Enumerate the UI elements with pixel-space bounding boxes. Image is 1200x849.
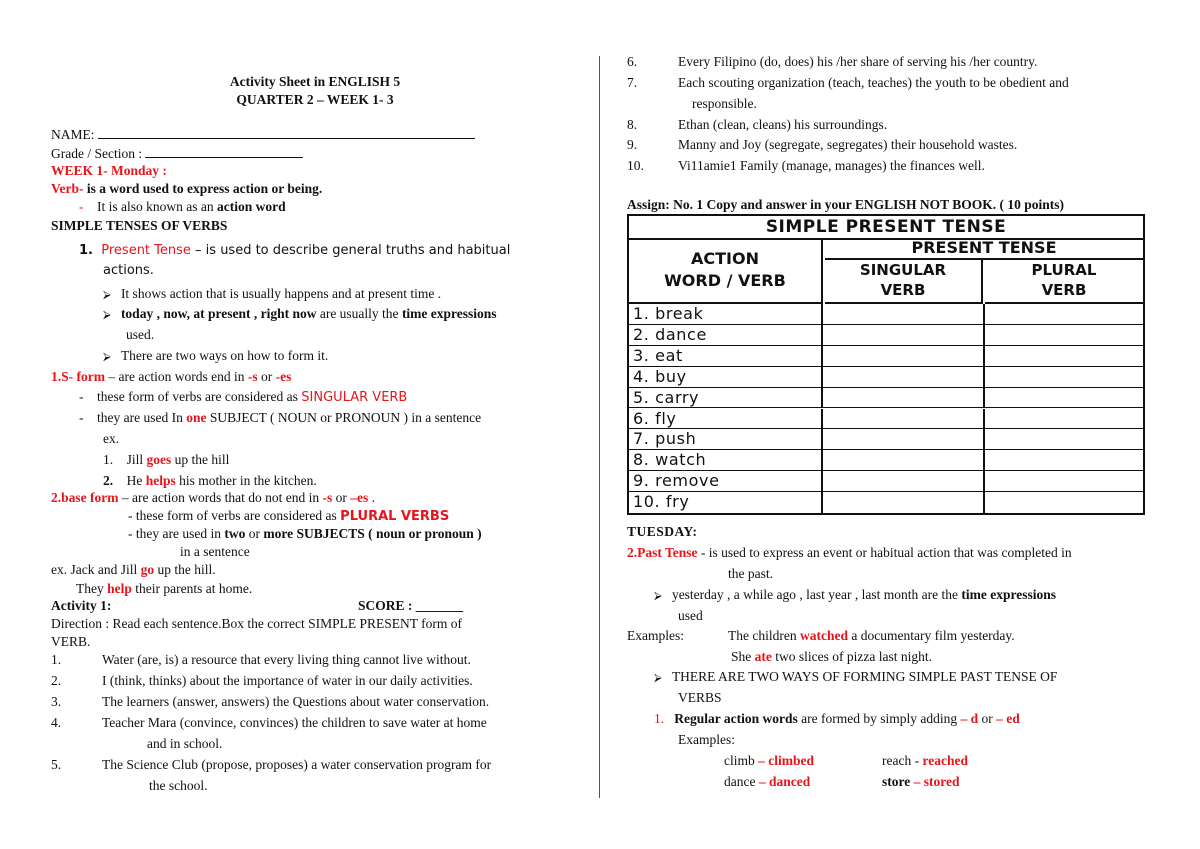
table-row (629, 304, 1143, 325)
verb-cell: 2. dance (629, 325, 823, 345)
week1-heading: WEEK 1- Monday : (51, 163, 167, 178)
singular-answer-cell[interactable] (825, 367, 985, 387)
present-bullet-2-end: used. (126, 327, 155, 342)
activity-item-5-cont: the school. (149, 778, 208, 793)
column-divider (599, 56, 600, 798)
score-label[interactable]: SCORE : _______ (358, 598, 464, 613)
sheet-title: Activity Sheet in ENGLISH 5 (229, 74, 401, 89)
base-form-example-1: ex. Jack and Jill go up the hill. (51, 562, 216, 577)
table-row (629, 325, 1143, 346)
present-bullet-2: ⮚ today , now, at present , right now are usually the time expressions (103, 306, 497, 321)
verb-cell: 7. push (629, 429, 823, 449)
plural-answer-cell[interactable] (987, 388, 1143, 408)
regular-example-dance: dance – danced (724, 774, 811, 789)
simple-present-table (627, 214, 1145, 515)
s-form-example-1: 1. Jill goes up the hill (103, 452, 230, 467)
arrow-bullet-icon: ⮚ (654, 590, 662, 602)
present-num: 1. (79, 243, 93, 258)
s-form-ex: ex. (103, 431, 120, 446)
verb-cell: 6. fly (629, 409, 823, 429)
plural-answer-cell[interactable] (987, 450, 1143, 470)
verb-cell: 3. eat (629, 346, 823, 366)
verb-cell: 10. fry (629, 492, 823, 513)
verb-cell: 9. remove (629, 471, 823, 491)
activity-item-7-cont: responsible. (692, 96, 757, 111)
base-form-def: 2.base form – are action words that do not end in -s or –es . (51, 490, 375, 505)
activity-item-8[interactable]: 8. Ethan (clean, cleans) his surroundings. (627, 117, 888, 132)
tuesday-heading: TUESDAY: (627, 524, 698, 539)
regular-examples-label: Examples: (678, 732, 735, 747)
verb-cell: 4. buy (629, 367, 823, 387)
dash: - (79, 199, 84, 214)
singular-answer-cell[interactable] (825, 409, 985, 429)
activity-item-7[interactable]: 7. Each scouting organization (teach, teaches) the youth to be obedient and (627, 75, 1069, 90)
past-example-1: The children watched a documentary film yesterday. (728, 628, 1015, 643)
grade-field[interactable] (51, 145, 303, 162)
plural-answer-cell[interactable] (987, 492, 1143, 513)
plural-answer-cell[interactable] (987, 304, 1143, 324)
past-bullet-1: ⮚ yesterday , a while ago , last year , last month are the time expressions (654, 587, 1056, 602)
past-tense-def: 2.Past Tense - is used to express an event or habitual action that was completed in (627, 545, 1072, 560)
s-form-def: 1.S- form – are action words end in -s or -es (51, 369, 292, 384)
verb-cell: 1. break (629, 304, 823, 324)
assignment-note: Assign: No. 1 Copy and answer in your ENGLISH NOT BOOK. ( 10 points) (627, 197, 1064, 212)
singular-answer-cell[interactable] (825, 346, 985, 366)
arrow-bullet-icon: ⮚ (103, 351, 111, 363)
activity-item-2[interactable]: 2. I (think, thinks) about the importance of water in our daily activities. (51, 673, 473, 688)
base-form-line2: - they are used in two or more SUBJECTS ( noun or pronoun ) (128, 526, 482, 541)
table-header-action-word: ACTION WORD / VERB (629, 238, 823, 304)
table-row (629, 367, 1143, 388)
activity-item-6[interactable]: 6. Every Filipino (do, does) his /her share of serving his /her country. (627, 54, 1038, 69)
past-bullet-2: ⮚ THERE ARE TWO WAYS OF FORMING SIMPLE PAST TENSE OF (654, 669, 1058, 684)
name-field[interactable] (51, 126, 475, 143)
verb-def: is a word used to express action or being. (83, 181, 323, 196)
past-def2: the past. (728, 566, 773, 581)
singular-answer-cell[interactable] (825, 388, 985, 408)
activity-item-9[interactable]: 9. Manny and Joy (segregate, segregates) their household wastes. (627, 137, 1018, 152)
regular-example-climb: climb – climbed (724, 753, 814, 768)
arrow-bullet-icon: ⮚ (654, 672, 662, 684)
present-bullet-3: ⮚ There are two ways on how to form it. (103, 348, 329, 363)
s-form-line2: - they are used In one SUBJECT ( NOUN or PRONOUN ) in a sentence (79, 410, 482, 425)
past-bullet-2-end: VERBS (678, 690, 722, 705)
plural-answer-cell[interactable] (987, 409, 1143, 429)
activity1-direction-1: Direction : Read each sentence.Box the correct SIMPLE PRESENT form of (51, 616, 463, 631)
table-body (629, 304, 1143, 513)
singular-answer-cell[interactable] (825, 429, 985, 449)
verb-cell: 5. carry (629, 388, 823, 408)
grade-blank[interactable] (145, 145, 303, 158)
present-term: Present Tense (101, 243, 191, 258)
activity1-label: Activity 1: (51, 598, 112, 613)
plural-answer-cell[interactable] (987, 325, 1143, 345)
table-row (629, 492, 1143, 513)
activity-item-10[interactable]: 10. Vi11amie1 Family (manage, manages) the finances well. (627, 158, 985, 173)
s-form-line1: - these form of verbs are considered as SINGULAR VERB (79, 389, 408, 405)
plural-answer-cell[interactable] (987, 367, 1143, 387)
table-header-present-tense: PRESENT TENSE (825, 238, 1143, 260)
table-row (629, 388, 1143, 409)
plural-answer-cell[interactable] (987, 346, 1143, 366)
name-blank[interactable] (98, 126, 475, 139)
past-bullet-1-end: used (678, 608, 703, 623)
table-header-singular: SINGULAR VERB (825, 260, 983, 304)
table-header-plural: PLURAL VERB (985, 260, 1143, 304)
action-word: action word (216, 199, 286, 214)
grade-label: Grade / Section : (51, 146, 143, 161)
action-word-note (79, 199, 286, 215)
also-known: It is also known as an (97, 199, 217, 214)
present-def2: actions. (103, 263, 154, 278)
plural-answer-cell[interactable] (987, 471, 1143, 491)
activity-item-3[interactable]: 3. The learners (answer, answers) the Questions about water conservation. (51, 694, 490, 709)
past-examples-label: Examples: (627, 628, 684, 643)
table-row (629, 409, 1143, 430)
s-form-example-2: 2. He helps his mother in the kitchen. (103, 473, 317, 488)
simple-tenses-heading: SIMPLE TENSES OF VERBS (51, 218, 228, 233)
activity1-direction-2: VERB. (51, 634, 91, 649)
activity-item-4-cont: and in school. (147, 736, 223, 751)
table-row (629, 471, 1143, 492)
plural-answer-cell[interactable] (987, 429, 1143, 449)
base-form-example-2: They help their parents at home. (76, 581, 253, 596)
table-row (629, 429, 1143, 450)
regular-example-store: store – stored (882, 774, 960, 789)
verb-cell: 8. watch (629, 450, 823, 470)
verb-term: Verb- (51, 181, 84, 196)
singular-answer-cell[interactable] (825, 304, 985, 324)
sheet-subtitle: QUARTER 2 – WEEK 1- 3 (236, 92, 394, 107)
activity-item-1[interactable]: 1. Water (are, is) a resource that every living thing cannot live without. (51, 652, 471, 667)
present-bullet-1: ⮚ It shows action that is usually happens and at present time . (103, 286, 442, 301)
table-row (629, 450, 1143, 471)
singular-answer-cell[interactable] (825, 492, 985, 513)
table-title: SIMPLE PRESENT TENSE (629, 216, 1143, 240)
past-example-2: She ate two slices of pizza last night. (731, 649, 932, 664)
arrow-bullet-icon: ⮚ (103, 289, 111, 301)
arrow-bullet-icon: ⮚ (103, 309, 111, 321)
present-tense-def (79, 243, 510, 259)
verb-definition (51, 181, 322, 197)
name-label: NAME: (51, 127, 95, 142)
singular-answer-cell[interactable] (825, 471, 985, 491)
present-def1: – is used to describe general truths and habitual (190, 243, 511, 258)
regular-action-words: 1. Regular action words are formed by simply adding – d or – ed (654, 711, 1020, 726)
table-row (629, 346, 1143, 367)
base-form-line3: in a sentence (180, 544, 250, 559)
regular-example-reach: reach - reached (882, 753, 968, 768)
singular-answer-cell[interactable] (825, 325, 985, 345)
base-form-line1: - these form of verbs are considered as PLURAL VERBS (128, 508, 450, 524)
activity-item-4[interactable]: 4. Teacher Mara (convince, convinces) the children to save water at home (51, 715, 487, 730)
singular-answer-cell[interactable] (825, 450, 985, 470)
activity-item-5[interactable]: 5. The Science Club (propose, proposes) a water conservation program for (51, 757, 492, 772)
